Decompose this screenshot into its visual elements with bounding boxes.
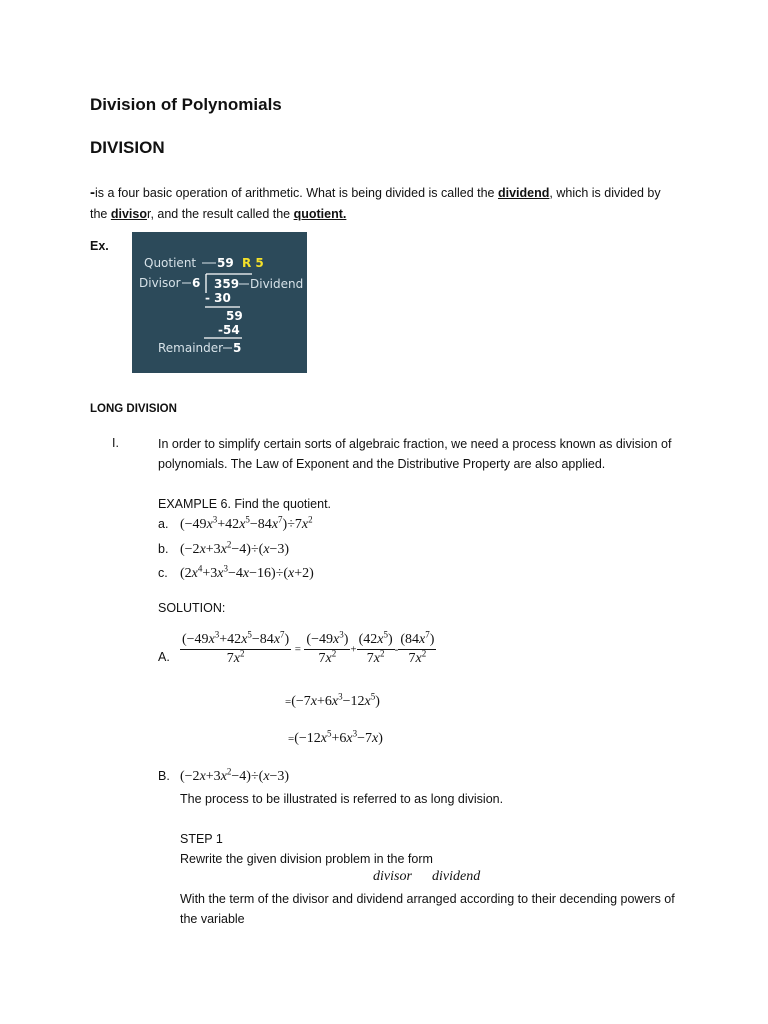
problem-b <box>158 540 289 558</box>
step-1-tail: With the term of the divisor and dividend arranged according to their decending powers of the variable <box>180 892 675 926</box>
form-dividend: dividend <box>432 869 481 884</box>
board-step-3: -54 <box>218 323 240 337</box>
board-divisor-label: Divisor <box>139 276 181 290</box>
problem-c-label: c. <box>158 566 168 580</box>
term-dividend: dividend <box>498 186 550 200</box>
board-remainder-label: Remainder <box>158 341 224 355</box>
solution-a-label: A. <box>158 650 170 664</box>
definition-dash: - <box>90 184 95 201</box>
board-dividend-value: 359 <box>214 277 240 291</box>
term-quotient: quotient. <box>293 207 347 221</box>
long-division-intro: In order to simplify certain sorts of algebraic fraction, we need a process known as division of polynomials. The Law of Exponent and the Distributive Property are also applied. <box>158 437 672 471</box>
solution-a-step-2: $=(-7x+6x^3-12x^5)$ <box>285 691 380 709</box>
fraction-term-1: $\frac{(-49x^3)}{7x^2}$ <box>306 629 349 666</box>
solution-b-label: B. <box>158 769 170 783</box>
board-quotient-label: Quotient <box>144 256 197 270</box>
problem-b-expression: $(-2x+3x^2-4)\div(x-3)$ <box>180 539 290 557</box>
solution-a-step-3: $=(-12x^5+6x^3-7x)$ <box>288 728 383 746</box>
definition-text-3: r, and the result called the <box>146 207 294 221</box>
fraction-term-3: $\frac{(84x^7)}{7x^2}$ <box>400 629 435 666</box>
board-quotient-value: 59 <box>217 256 234 270</box>
problem-c <box>158 564 314 582</box>
step-1-text: Rewrite the given division problem in the form <box>180 852 433 866</box>
board-dividend-label: Dividend <box>250 277 304 291</box>
long-division-heading: LONG DIVISION <box>90 403 177 415</box>
solution-b-expression: $(-2x+3x^2-4)\div(x-3)$ <box>180 766 290 784</box>
definition-text-1: is a four basic operation of arithmetic. What is being divided is called the <box>95 186 498 200</box>
fraction-main: $\frac{(-49x^3+42x^5-84x^7)}{7x^2}$ <box>182 629 290 666</box>
definition-text-2: , which is divided by the <box>90 186 661 221</box>
board-step-1: - 30 <box>205 291 231 305</box>
term-divisor: diviso <box>110 207 147 221</box>
roman-numeral-1: I. <box>112 436 119 450</box>
board-remainder-tag: R 5 <box>242 256 264 270</box>
solution-b-note: The process to be illustrated is referred to as long division. <box>180 792 504 806</box>
division-chalkboard-image <box>132 232 307 373</box>
fraction-term-2: $\frac{(42x^5)}{7x^2}$ <box>358 629 393 666</box>
step-1-title: STEP 1 <box>180 832 223 846</box>
problem-a-expression: $(-49x^3+42x^5-84x^7)\div 7x^2$ <box>180 514 313 532</box>
solution-a-fractions: $\frac{(-49x^3+42x^5-84x^7)}{7x^2}$ = $\frac{(-49x^3)}{7x^2}$ + $\frac{(42x^5)}{7x^2}$ - $\frac{(84x^7)}{7x^2}$ <box>182 629 435 666</box>
page-title: Division of Polynomials <box>90 95 282 114</box>
solution-label: SOLUTION: <box>158 601 226 615</box>
example-title: EXAMPLE 6. Find the quotient. <box>158 497 332 511</box>
problem-a-label: a. <box>158 517 169 531</box>
board-step-2: 59 <box>226 309 243 323</box>
problem-a <box>158 515 313 533</box>
section-heading: DIVISION <box>90 138 165 157</box>
example-label: Ex. <box>90 239 109 253</box>
problem-c-expression: $(2x^4+3x^3-4x-16)\div(x+2)$ <box>180 563 314 581</box>
board-divisor-value: 6 <box>192 276 201 290</box>
problem-b-label: b. <box>158 542 169 556</box>
form-divisor: divisor <box>373 869 412 884</box>
board-remainder-value: 5 <box>233 341 242 355</box>
definition-paragraph <box>90 182 680 225</box>
solution-b <box>158 767 289 785</box>
